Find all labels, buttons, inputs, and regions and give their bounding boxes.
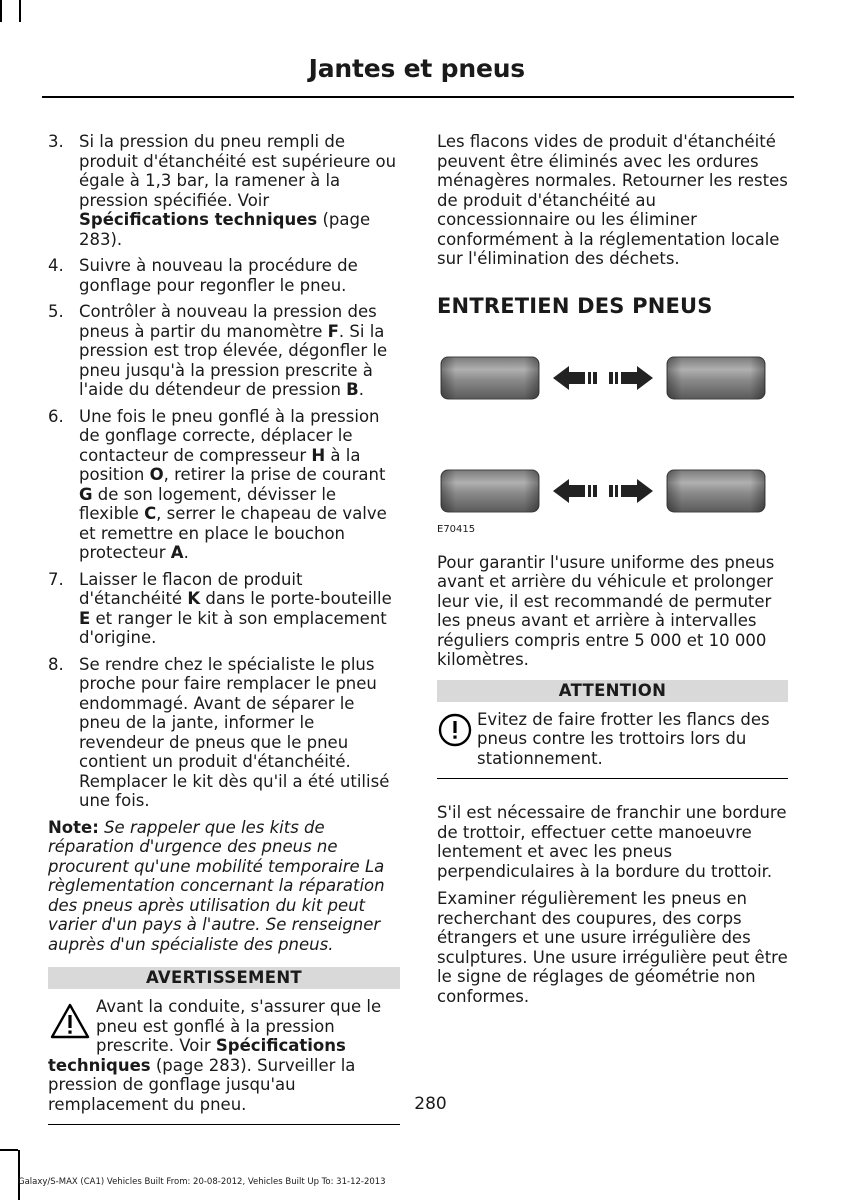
step-text-part: Contrôler à nouveau la pression des pneus à partir du manomètre <box>79 302 377 341</box>
step-emphasis: H <box>311 445 326 465</box>
left-column <box>48 132 400 1125</box>
step-emphasis: F <box>327 321 339 341</box>
step-text-part: et ranger le kit à son emplacement d'origine. <box>79 608 387 647</box>
step-text <box>79 132 400 249</box>
arrow-right-bottom <box>609 479 653 503</box>
warning-link-1: Spécifications <box>215 1036 346 1055</box>
step-emphasis: K <box>187 589 201 608</box>
tire-front-right <box>667 357 765 399</box>
step-item <box>48 132 400 249</box>
step-emphasis: G <box>79 484 93 504</box>
arrow-left-top <box>553 366 597 390</box>
warning-title: AVERTISSEMENT <box>48 967 400 989</box>
step-text-part: . Si la pression est trop élevée, dégonfler le pneu jusqu'à la pression prescrite à l'aide du détendeur de pression <box>79 321 388 399</box>
step-text-part: . <box>183 543 189 562</box>
step-text-part: (page 283). <box>79 210 371 249</box>
step-number: 6. <box>48 406 64 426</box>
step-text-part: à la position <box>79 445 361 484</box>
figure-label: E70415 <box>437 524 476 535</box>
warning-triangle-icon <box>48 1001 92 1041</box>
step-text-part: dans le porte-bouteille <box>200 589 392 608</box>
steps-list <box>48 132 400 811</box>
inspection-paragraph: Examiner régulièrement les pneus en recherchant des coupures, des corps étrangers et une usure irrégulière des sculptures. Une usure irrégulière peut être le signe de réglages de géométrie non conformes. <box>437 889 788 1006</box>
step-text-part: , serrer le chapeau de valve et remettre en place le bouchon protecteur <box>79 504 387 562</box>
step-text <box>79 655 400 811</box>
curb-paragraph: S'il est nécessaire de franchir une bordure de trottoir, effectuer cette manoeuvre lentement et avec les pneus perpendiculaires à la bordure du trottoir. <box>437 803 787 881</box>
page-title: Jantes et pneus <box>308 54 525 83</box>
tire-rear-right <box>667 470 765 512</box>
step-item <box>48 407 400 563</box>
step-text-part: , retirer la prise de courant <box>163 465 386 484</box>
tire-rotation-diagram <box>437 334 788 514</box>
warning-text-indented <box>48 997 400 1056</box>
step-text-part: Suivre à nouveau la procédure de gonflage pour regonfler le pneu. <box>79 256 358 295</box>
step-text <box>79 570 400 648</box>
step-text-part: Se rendre chez le spécialiste le plus proche pour faire remplacer le pneu endommagé. Avant de séparer le pneu de la jante, informer le revendeur de pneus que le pneu contient un produit d'étanchéité. Remplacer le kit dès qu'il a été utilisé une fois. <box>79 654 390 810</box>
step-emphasis: C <box>144 504 157 523</box>
step-text-part: de son logement, dévisser le flexible <box>79 484 337 523</box>
step-text-part: Laisser le flacon de produit d'étanchéité <box>79 569 303 608</box>
step-emphasis: E <box>79 608 91 628</box>
warning-text-2: (page 283). Surveiller la pression de gonflage jusqu'au remplacement du pneu. <box>48 1055 356 1114</box>
footer-vehicle-info: Galaxy/S-MAX (CA1) Vehicles Built From: 20-08-2012, Vehicles Built Up To: 31-12-2013 <box>18 1177 386 1187</box>
section-title: ENTRETIEN DES PNEUS <box>437 293 713 318</box>
attention-text: Evitez de faire frotter les flancs des pneus contre les trottoirs lors du stationnement. <box>477 709 770 768</box>
step-text <box>79 302 400 400</box>
step-number: 4. <box>48 256 64 275</box>
step-item <box>48 570 400 648</box>
step-emphasis: Spécifications techniques <box>79 210 318 229</box>
step-emphasis: O <box>149 465 164 484</box>
crop-mark-left-vertical <box>0 0 2 22</box>
right-column <box>437 132 788 1014</box>
tire-front-left <box>441 357 539 399</box>
page-number: 280 <box>414 1094 447 1114</box>
step-item <box>48 655 400 811</box>
tire-rotation-figure <box>437 334 788 514</box>
step-number: 7. <box>48 569 64 589</box>
step-number: 8. <box>48 654 64 674</box>
step-item <box>48 302 400 400</box>
intro-paragraph: Les flacons vides de produit d'étanchéité peuvent être éliminés avec les ordures ménagères normales. Retourner les restes de produit d'étanchéité au concessionnaire ou les éliminer conformément à la réglementation locale sur l'élimination des déchets. <box>437 132 788 268</box>
step-text <box>79 256 400 295</box>
step-text-part: Si la pression du pneu rempli de produit d'étanchéité est supérieure ou égale à 1,3 bar, la ramener à la pression spécifiée. Voir <box>79 132 397 210</box>
note-label: Note: <box>48 817 99 837</box>
note-text: Se rappeler que les kits de réparation d'urgence des pneus ne procurent qu'une mobilité temporaire La règlementation concernant la réparation des pneus après utilisation du kit peut varier d'un pays à l'autre. Se renseigner auprès d'un spécialiste des pneus. <box>48 817 385 954</box>
note <box>48 818 400 955</box>
warning-link-2: techniques <box>48 1055 151 1075</box>
warning-text-1: Avant la conduite, s'assurer que le pneu est gonflé à la pression prescrite. Voir <box>96 997 382 1055</box>
step-text-part: . <box>358 380 364 399</box>
step-number: 3. <box>48 132 64 151</box>
step-text-part: Une fois le pneu gonflé à la pression de gonflage correcte, déplacer le contacteur de compresseur <box>79 406 380 465</box>
attention-box <box>437 702 788 780</box>
rotation-paragraph: Pour garantir l'usure uniforme des pneus avant et arrière du véhicule et prolonger leur vie, il est recommandé de permuter les pneus avant et arrière à intervalles réguliers compris entre 5 000 et 10 000 kilomètres. <box>437 552 775 669</box>
exclamation-circle-icon <box>437 712 481 752</box>
attention-title: ATTENTION <box>437 680 788 702</box>
tire-rear-left <box>441 470 539 512</box>
step-emphasis: A <box>170 543 184 562</box>
crop-mark-top-left <box>19 0 21 22</box>
crop-mark-bottom-left-h <box>0 1149 18 1151</box>
crop-mark-bottom-left <box>18 1150 20 1200</box>
step-number: 5. <box>48 302 64 321</box>
step-text <box>79 407 400 563</box>
header-rule <box>42 96 794 98</box>
arrow-left-bottom <box>553 479 597 503</box>
step-emphasis: B <box>346 380 359 399</box>
arrow-right-top <box>609 366 653 390</box>
step-item <box>48 256 400 295</box>
